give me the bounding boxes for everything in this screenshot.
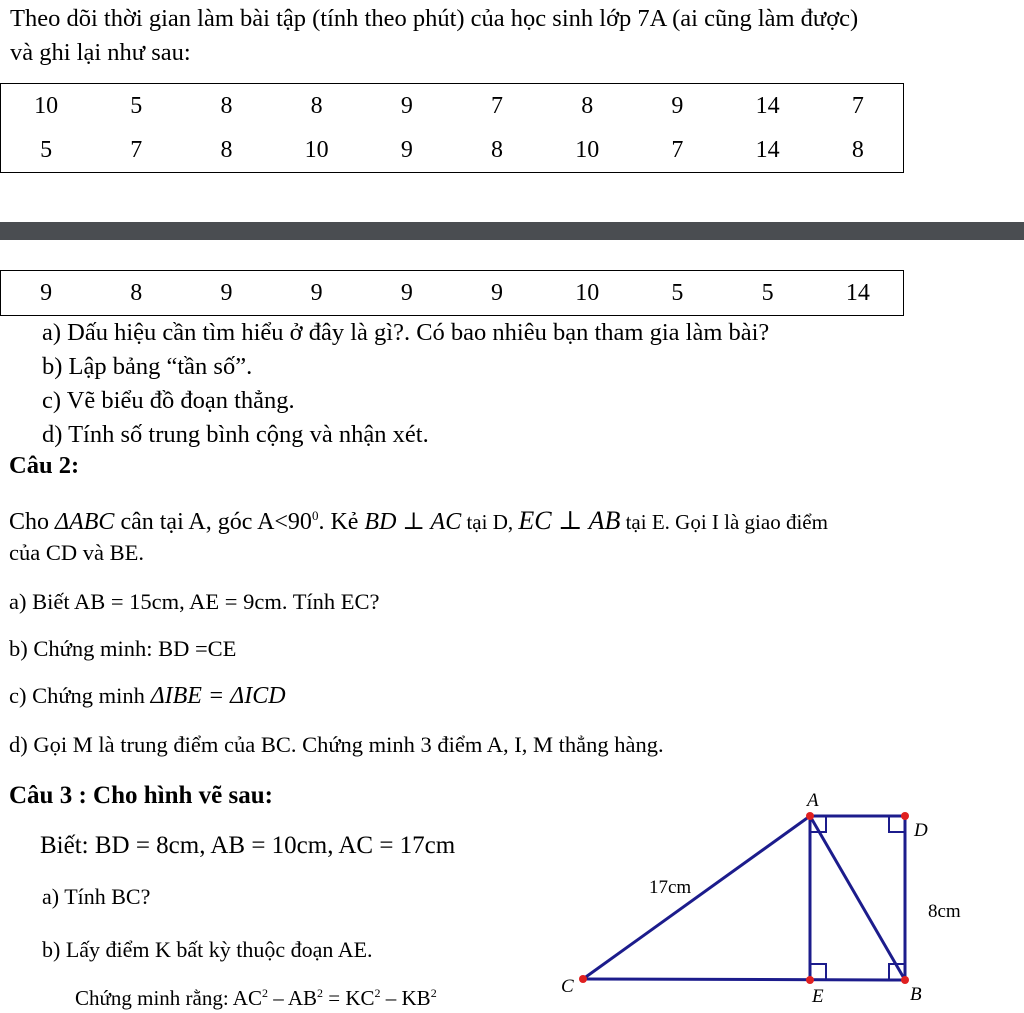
question-2-intro	[9, 506, 828, 536]
table-cell: 5	[130, 92, 143, 119]
table-cell: 8	[491, 136, 504, 163]
math-ec-perp-ab: EC ⊥ AB	[518, 506, 621, 535]
question-1d: d) Tính số trung bình cộng và nhận xét.	[42, 421, 429, 448]
page-separator	[0, 222, 1024, 240]
point-b	[901, 976, 909, 984]
table-cell: 8	[581, 92, 594, 119]
table-cell: 10	[304, 136, 329, 163]
segment-cb	[583, 979, 905, 980]
question-3-proof	[75, 986, 437, 1011]
table-cell: 10	[575, 136, 600, 163]
table-cell: 10	[575, 279, 600, 306]
table-cell: 9	[491, 279, 504, 306]
table-cell: 8	[220, 92, 233, 119]
label-a: A	[807, 790, 819, 811]
label-bd-length: 8cm	[928, 901, 961, 922]
data-table-1	[0, 83, 904, 173]
table-cell: 14	[845, 279, 870, 306]
table-cell: 8	[310, 92, 323, 119]
intro-line-2: và ghi lại như sau:	[10, 39, 191, 66]
text-span: c) Chứng minh	[9, 683, 151, 708]
question-2-intro-line2: của CD và BE.	[9, 540, 144, 565]
table-cell: 9	[220, 279, 233, 306]
table-cell: 9	[400, 136, 413, 163]
math-triangle-abc: ΔABC	[55, 509, 115, 535]
superscript: 2	[430, 986, 437, 1000]
question-1a: a) Dấu hiệu cần tìm hiểu ở đây là gì?. Có bao nhiêu bạn tham gia làm bài?	[42, 319, 770, 346]
question-3a: a) Tính BC?	[42, 884, 151, 909]
math-triangle-congruence: ΔIBE = ΔICD	[150, 683, 286, 709]
superscript: 0	[311, 508, 319, 523]
text-span: – KB	[380, 986, 431, 1010]
table-cell: 8	[220, 136, 233, 163]
point-c	[579, 975, 587, 983]
figure-lines	[583, 816, 905, 980]
question-2b: b) Chứng minh: BD =CE	[9, 636, 237, 661]
table-row	[1, 271, 904, 316]
point-d	[901, 812, 909, 820]
table-cell: 14	[755, 92, 780, 119]
label-ac-length: 17cm	[649, 877, 692, 898]
question-3-title: Câu 3 : Cho hình vẽ sau:	[9, 782, 273, 809]
point-e	[806, 976, 814, 984]
figure-points	[579, 812, 909, 984]
table-cell: 5	[40, 136, 53, 163]
text-span: tại E. Gọi I là giao điểm	[620, 510, 828, 534]
segment-ca	[583, 816, 810, 979]
superscript: 2	[261, 986, 268, 1000]
point-a	[806, 812, 814, 820]
table-cell: 9	[400, 92, 413, 119]
table-cell: 9	[40, 279, 53, 306]
label-e: E	[812, 986, 824, 1007]
question-3b: b) Lấy điểm K bất kỳ thuộc đoạn AE.	[42, 937, 373, 962]
table-cell: 7	[671, 136, 684, 163]
question-3-given: Biết: BD = 8cm, AB = 10cm, AC = 17cm	[40, 832, 456, 859]
text-span: – AB	[267, 986, 317, 1010]
table-row	[1, 84, 904, 129]
table-cell: 8	[130, 279, 143, 306]
table-cell: 7	[851, 92, 864, 119]
table-cell: 5	[761, 279, 774, 306]
question-2-title: Câu 2:	[9, 452, 80, 479]
text-span: Cho	[9, 509, 56, 535]
data-table-2	[0, 270, 904, 316]
table-cell: 7	[491, 92, 504, 119]
label-b: B	[910, 984, 922, 1005]
label-c: C	[561, 976, 574, 997]
question-1b: b) Lập bảng “tần số”.	[42, 353, 253, 380]
superscript: 2	[374, 986, 381, 1000]
table-cell: 8	[851, 136, 864, 163]
segment-ab	[810, 816, 905, 980]
geometry-figure	[540, 780, 1000, 1013]
table-cell: 14	[755, 136, 780, 163]
table-cell: 9	[310, 279, 323, 306]
question-2c	[9, 683, 286, 710]
question-2a: a) Biết AB = 15cm, AE = 9cm. Tính EC?	[9, 589, 380, 614]
superscript: 2	[317, 986, 323, 1000]
text-span: = KC	[323, 986, 375, 1010]
table-row	[1, 128, 904, 173]
table-cell: 9	[671, 92, 684, 119]
table-cell: 5	[671, 279, 684, 306]
label-d: D	[914, 820, 928, 841]
table-cell: 10	[34, 92, 59, 119]
text-span: . Kẻ	[318, 509, 365, 535]
question-2d: d) Gọi M là trung điểm của BC. Chứng minh 3 điểm A, I, M thẳng hàng.	[9, 732, 664, 757]
math-bd-perp-ac: BD ⊥ AC	[364, 509, 462, 535]
text-span: cân tại A, góc A<90	[114, 509, 312, 535]
text-span: Chứng minh rằng: AC	[75, 986, 262, 1010]
text-span: tại D,	[461, 510, 519, 534]
question-1c: c) Vẽ biểu đồ đoạn thẳng.	[42, 387, 295, 414]
table-cell: 9	[400, 279, 413, 306]
intro-text	[10, 2, 858, 70]
table-cell: 7	[130, 136, 143, 163]
intro-line-1: Theo dõi thời gian làm bài tập (tính theo phút) của học sinh lớp 7A (ai cũng làm được)	[10, 5, 859, 32]
